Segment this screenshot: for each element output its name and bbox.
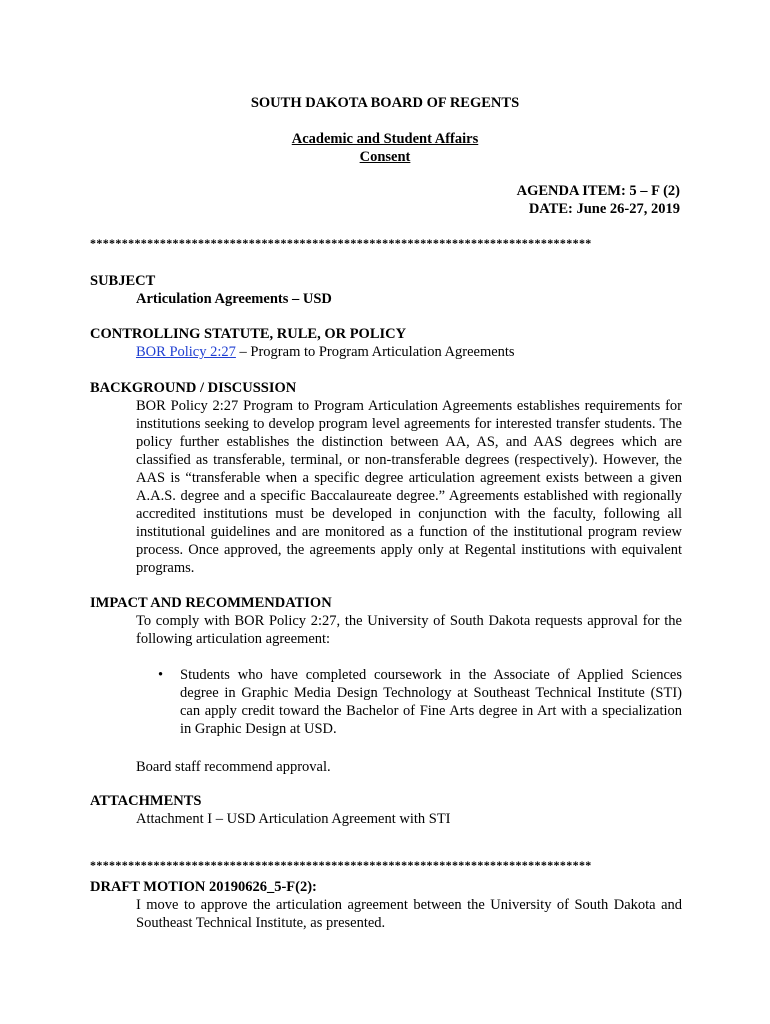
subject-text: Articulation Agreements – USD xyxy=(136,291,332,307)
background-text: BOR Policy 2:27 Program to Program Articulation Agreements establishes requirements for institutions seeking to develop program level agreements for interested transfer students. The policy further establishes the distinction between AA, AS, and AAS degrees which are classified as transferable, terminal, or non-transferable degrees (respectively). However, the AAS is “transferable when a specific degree articulation agreement exists between a given A.A.S. degree and a specific Baccalaureate degree.” Agreements established with regionally accredited institutions must be developed in conjunction with the faculty, following all institutional guidelines and are monitored as a function of the institutional program review process. Once approved, the agreements apply only at Regental institutions with equivalent programs. xyxy=(136,398,682,576)
list-item xyxy=(158,666,682,738)
attachments-heading: ATTACHMENTS xyxy=(90,793,202,809)
motion-text: I move to approve the articulation agreement between the University of South Dakota and Southeast Technical Institute, as presented. xyxy=(136,897,682,931)
controlling-text xyxy=(136,343,682,361)
bullet-text: Students who have completed coursework in the Associate of Applied Sciences degree in Graphic Media Design Technology at Southeast Technical Institute (STI) can apply credit toward the Bachelor of Fine Arts degree in Art with a specialization in Graphic Design at USD. xyxy=(180,667,682,737)
controlling-heading: CONTROLLING STATUTE, RULE, OR POLICY xyxy=(90,326,407,342)
agenda-block xyxy=(517,182,680,218)
category-title: Consent xyxy=(359,149,411,165)
subject-section xyxy=(90,272,682,308)
organization-title: SOUTH DAKOTA BOARD OF REGENTS xyxy=(250,95,520,111)
background-section xyxy=(90,379,682,577)
separator-top: ******************************************************************************* xyxy=(90,236,592,250)
attachments-section xyxy=(90,792,682,828)
agenda-item: AGENDA ITEM: 5 – F (2) xyxy=(516,183,680,199)
impact-section xyxy=(90,594,682,776)
meeting-date: DATE: June 26-27, 2019 xyxy=(528,201,680,217)
impact-heading: IMPACT AND RECOMMENDATION xyxy=(90,595,332,611)
policy-link[interactable]: BOR Policy 2:27 xyxy=(136,344,236,360)
motion-section xyxy=(90,878,682,932)
department-title: Academic and Student Affairs xyxy=(291,131,479,147)
recommendation-text: Board staff recommend approval. xyxy=(136,759,331,775)
controlling-section xyxy=(90,325,682,361)
policy-description: – Program to Program Articulation Agreements xyxy=(235,344,515,360)
impact-intro: To comply with BOR Policy 2:27, the University of South Dakota requests approval for the following articulation agreement: xyxy=(136,613,682,647)
subject-heading: SUBJECT xyxy=(90,273,156,289)
bullet-icon: • xyxy=(158,667,164,683)
attachment-item: Attachment I – USD Articulation Agreement with STI xyxy=(136,811,451,827)
separator-bottom: ******************************************************************************* xyxy=(90,858,592,872)
background-heading: BACKGROUND / DISCUSSION xyxy=(90,380,297,396)
motion-heading: DRAFT MOTION 20190626_5-F(2): xyxy=(90,879,317,895)
